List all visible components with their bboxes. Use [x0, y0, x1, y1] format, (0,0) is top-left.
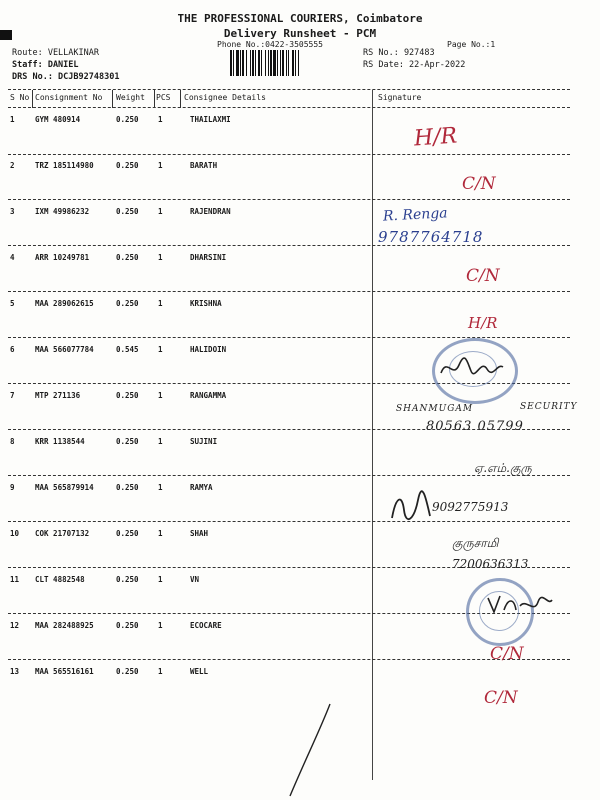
row-pcs: 1 [158, 391, 163, 400]
row-consignment: ARR 10249781 [35, 253, 90, 262]
row-rule [8, 521, 570, 522]
col-consignment: Consignment No [35, 93, 103, 102]
row-pcs: 1 [158, 621, 163, 630]
row-consignment: IXM 49986232 [35, 207, 90, 216]
header-bottom-rule [8, 107, 570, 108]
signature-row-9-phone: 9092775913 [432, 500, 509, 514]
row-pcs: 1 [158, 667, 163, 676]
row-details: THAILAXMI [190, 115, 231, 124]
row-pcs: 1 [158, 299, 163, 308]
row-rule [8, 245, 570, 246]
pen-stroke [280, 700, 340, 800]
row-consignment: GYM 480914 [35, 115, 81, 124]
signature-row-13: C/N [484, 688, 518, 708]
signature-row-3-phone: 9787764718 [378, 228, 484, 246]
row-rule [8, 291, 570, 292]
row-details: WELL [190, 667, 209, 676]
row-pcs: 1 [158, 437, 163, 446]
row-consignment: CLT 4882548 [35, 575, 85, 584]
row-sno: 10 [10, 529, 20, 538]
row-pcs: 1 [158, 575, 163, 584]
row-details: SUJINI [190, 437, 218, 446]
row-pcs: 1 [158, 115, 163, 124]
col-divider [180, 90, 181, 108]
phone-number: Phone No.:0422-3505555 [217, 40, 323, 49]
row-pcs: 1 [158, 161, 163, 170]
col-signature: Signature [378, 93, 422, 102]
col-details: Consignee Details [184, 93, 266, 102]
signature-row-7-name: SHANMUGAM [396, 404, 474, 414]
row-pcs: 1 [158, 207, 163, 216]
row-details: RAJENDRAN [190, 207, 231, 216]
signature-row-10-name: குருசாமி [452, 536, 499, 550]
signature-row-7-phone: 80563 05799 [426, 419, 524, 434]
signature-row-10-phone: 7200636313 [452, 557, 529, 571]
row-sno: 5 [10, 299, 15, 308]
row-details: KRISHNA [190, 299, 222, 308]
row-sno: 2 [10, 161, 15, 170]
row-weight: 0.250 [116, 529, 139, 538]
row-consignment: MAA 289062615 [35, 299, 94, 308]
row-pcs: 1 [158, 483, 163, 492]
signature-row-11 [486, 588, 556, 618]
row-details: RANGAMMA [190, 391, 227, 400]
row-rule [8, 199, 570, 200]
route-label: Route: VELLAKINAR [12, 48, 99, 58]
row-consignment: KRR 1138544 [35, 437, 85, 446]
runsheet-subtitle: Delivery Runsheet - PCM [223, 27, 377, 40]
staff-label: Staff: DANIEL [12, 60, 79, 70]
col-divider [32, 90, 33, 108]
row-rule [8, 659, 570, 660]
signature-row-5: H/R [468, 314, 498, 332]
col-pcs: PCS [156, 93, 171, 102]
drs-number: DRS No.: DCJB92748301 [12, 72, 120, 82]
signature-row-12: C/N [490, 644, 524, 664]
rs-date: RS Date: 22-Apr-2022 [363, 60, 466, 70]
row-sno: 3 [10, 207, 15, 216]
row-weight: 0.250 [116, 299, 139, 308]
signature-row-2: C/N [462, 174, 496, 194]
barcode [230, 50, 356, 76]
row-sno: 6 [10, 345, 15, 354]
row-weight: 0.545 [116, 345, 139, 354]
signature-row-9-scribble [388, 490, 434, 524]
row-weight: 0.250 [116, 391, 139, 400]
row-sno: 7 [10, 391, 15, 400]
row-weight: 0.250 [116, 575, 139, 584]
row-weight: 0.250 [116, 207, 139, 216]
row-weight: 0.250 [116, 161, 139, 170]
col-sno: S No [10, 93, 30, 102]
row-sno: 8 [10, 437, 15, 446]
row-details: ECOCARE [190, 621, 222, 630]
row-weight: 0.250 [116, 667, 139, 676]
rs-number: RS No.: 927483 [363, 48, 435, 58]
row-pcs: 1 [158, 529, 163, 538]
row-sno: 12 [10, 621, 20, 630]
row-consignment: MTP 271136 [35, 391, 81, 400]
header-top-rule [8, 89, 570, 90]
barcode-bar [299, 50, 300, 76]
row-consignment: COK 21707132 [35, 529, 90, 538]
row-sno: 4 [10, 253, 15, 262]
signature-row-8: ஏ.எம்.குரு [474, 461, 532, 475]
row-details: RAMYA [190, 483, 213, 492]
signature-row-4: C/N [466, 266, 500, 286]
signature-row-7-role: SECURITY [520, 402, 578, 412]
row-details: DHARSINI [190, 253, 227, 262]
signature-row-1: H/R [413, 123, 458, 152]
row-sno: 11 [10, 575, 20, 584]
row-rule [8, 154, 570, 155]
signature-row-3-name: R. Renga [382, 205, 448, 225]
row-details: VN [190, 575, 200, 584]
row-pcs: 1 [158, 345, 163, 354]
row-weight: 0.250 [116, 437, 139, 446]
row-weight: 0.250 [116, 483, 139, 492]
row-consignment: MAA 566077784 [35, 345, 94, 354]
col-divider [154, 90, 155, 108]
row-details: SHAH [190, 529, 209, 538]
row-consignment: TRZ 185114980 [35, 161, 94, 170]
row-pcs: 1 [158, 253, 163, 262]
col-divider [112, 90, 113, 108]
col-weight: Weight [116, 93, 145, 102]
row-details: BARATH [190, 161, 218, 170]
signature-column-rule [372, 90, 373, 780]
row-weight: 0.250 [116, 115, 139, 124]
row-sno: 9 [10, 483, 15, 492]
row-consignment: MAA 565879914 [35, 483, 94, 492]
page-number: Page No.:1 [447, 40, 496, 49]
row-rule [8, 337, 570, 338]
row-consignment: MAA 565516161 [35, 667, 94, 676]
row-details: HALIDOIN [190, 345, 227, 354]
row-sno: 13 [10, 667, 20, 676]
row-consignment: MAA 282488925 [35, 621, 94, 630]
signature-row-6 [437, 353, 507, 383]
company-title: THE PROFESSIONAL COURIERS, Coimbatore [177, 12, 423, 25]
row-sno: 1 [10, 115, 15, 124]
row-weight: 0.250 [116, 621, 139, 630]
row-weight: 0.250 [116, 253, 139, 262]
